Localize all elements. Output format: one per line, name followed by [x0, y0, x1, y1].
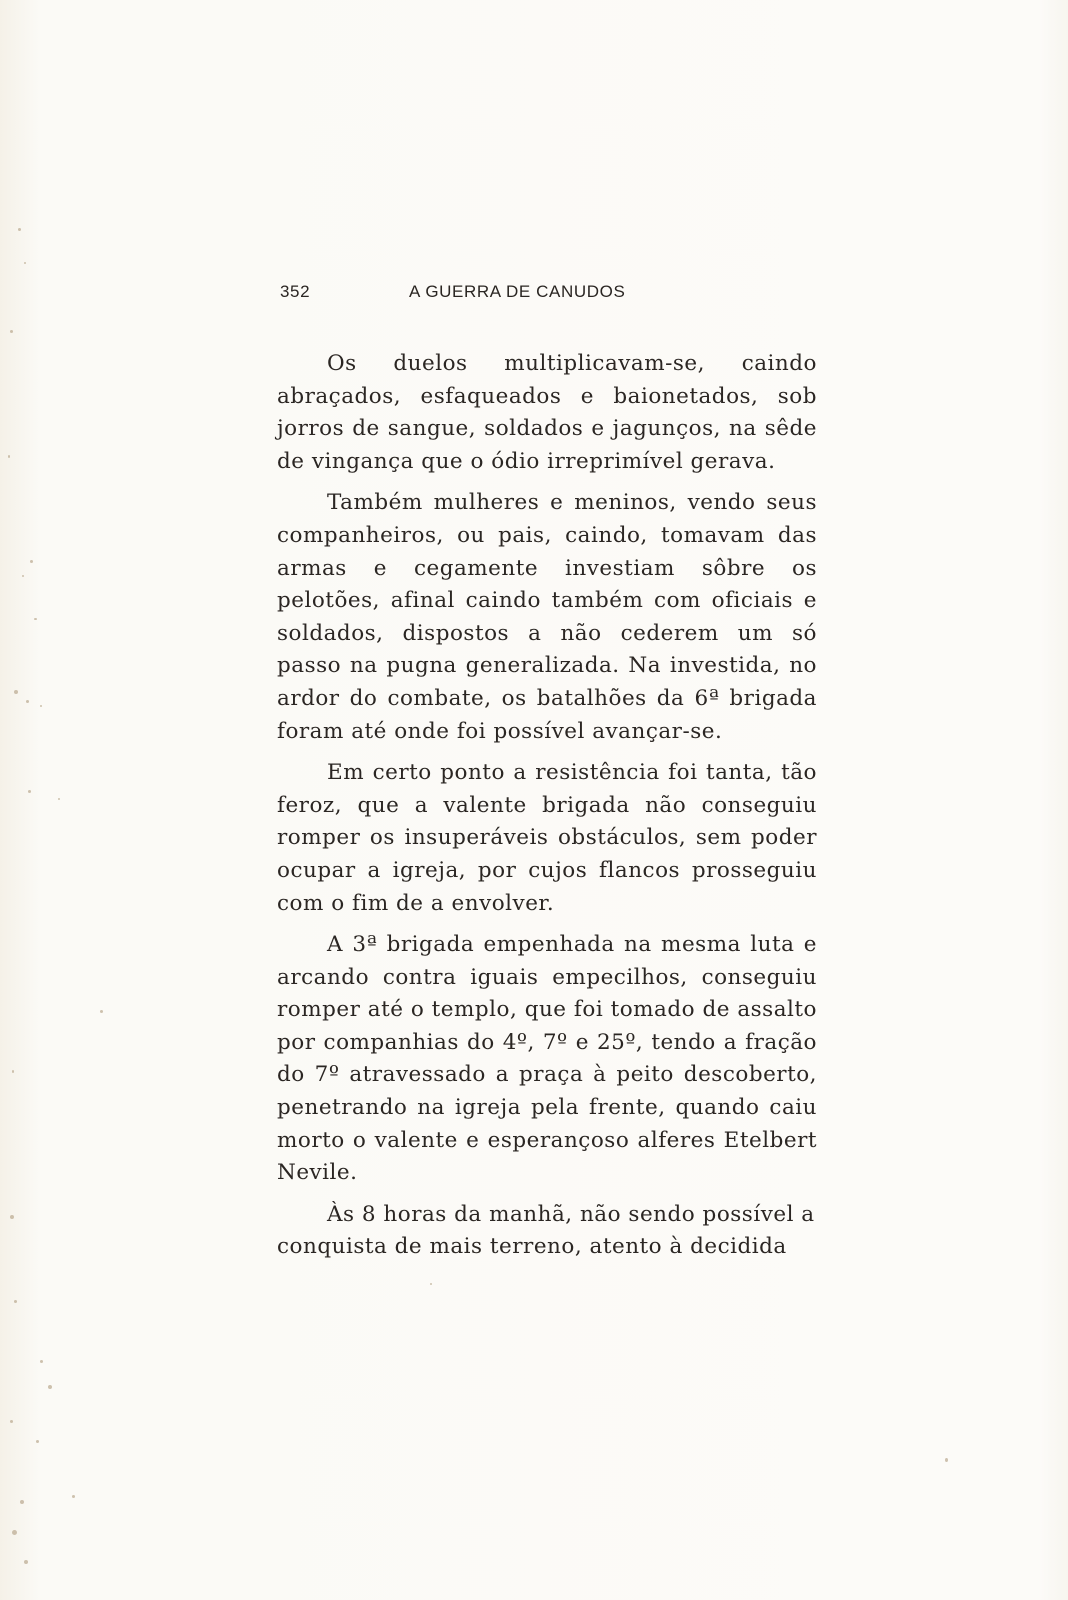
paragraph: Às 8 horas da manhã, não sendo possível a conquista de mais terreno, atento à decidida — [277, 1201, 815, 1260]
paper-speck — [18, 228, 21, 231]
paper-speck — [12, 1530, 17, 1535]
paper-speck — [48, 1385, 52, 1389]
paper-speck — [430, 1283, 432, 1285]
paper-speck — [72, 1495, 75, 1498]
running-title: A GUERRA DE CANUDOS — [409, 282, 626, 301]
page-number: 352 — [280, 282, 311, 301]
paper-speck — [24, 262, 26, 264]
paper-speck — [8, 455, 10, 458]
paper-speck — [28, 790, 31, 793]
paper-speck — [30, 560, 33, 563]
body-text — [277, 348, 817, 1264]
paper-speck — [10, 330, 13, 333]
running-head — [280, 282, 700, 312]
paragraph: Também mulheres e meninos, vendo seus companheiros, ou pais, caindo, tomavam das armas e cegamente investiam sôbre os pelotões, afinal caindo também com oficiais e soldados, dispostos a não cederem um só passo na pugna generalizada. Na investida, no ardor do combate, os batalhões da 6ª brigada foram até onde foi possível avançar-se. — [277, 490, 817, 744]
paper-speck — [36, 1440, 39, 1443]
paper-speck — [945, 1458, 948, 1462]
paragraph: Em certo ponto a resistência foi tanta, tão feroz, que a valente brigada não conseguiu romper os insuperáveis obstáculos, sem poder ocupar a igreja, por cujos flancos prosseguiu com o fim de a envolver. — [277, 760, 817, 916]
paper-speck — [40, 705, 42, 707]
paper-speck — [40, 1360, 43, 1363]
paragraph: Os duelos multiplicavam-se, caindo abraçados, esfaqueados e baionetados, sob jorros de sangue, soldados e jagunços, na sêde de vingança que o ódio irreprimível gerava. — [277, 351, 817, 474]
paper-speck — [22, 575, 24, 577]
paper-speck — [58, 798, 60, 800]
paper-speck — [20, 1500, 24, 1504]
paper-speck — [10, 1215, 14, 1219]
paragraph: A 3ª brigada empenhada na mesma luta e arcando contra iguais empecilhos, conseguiu romper até o templo, que foi tomado de assalto por companhias do 4º, 7º e 25º, tendo a fração do 7º atravessado a praça à peito descoberto, penetrando na igreja pela frente, quando caiu morto o valente e esperançoso alferes Etelbert Nevile. — [277, 932, 817, 1186]
paper-speck — [26, 700, 29, 703]
paper-speck — [24, 1560, 28, 1564]
paper-speck — [100, 1010, 103, 1013]
paper-speck — [10, 1420, 13, 1423]
paper-speck — [14, 690, 18, 694]
paper-speck — [12, 1070, 14, 1073]
paper-speck — [34, 618, 37, 620]
paper-speck — [14, 1300, 17, 1303]
